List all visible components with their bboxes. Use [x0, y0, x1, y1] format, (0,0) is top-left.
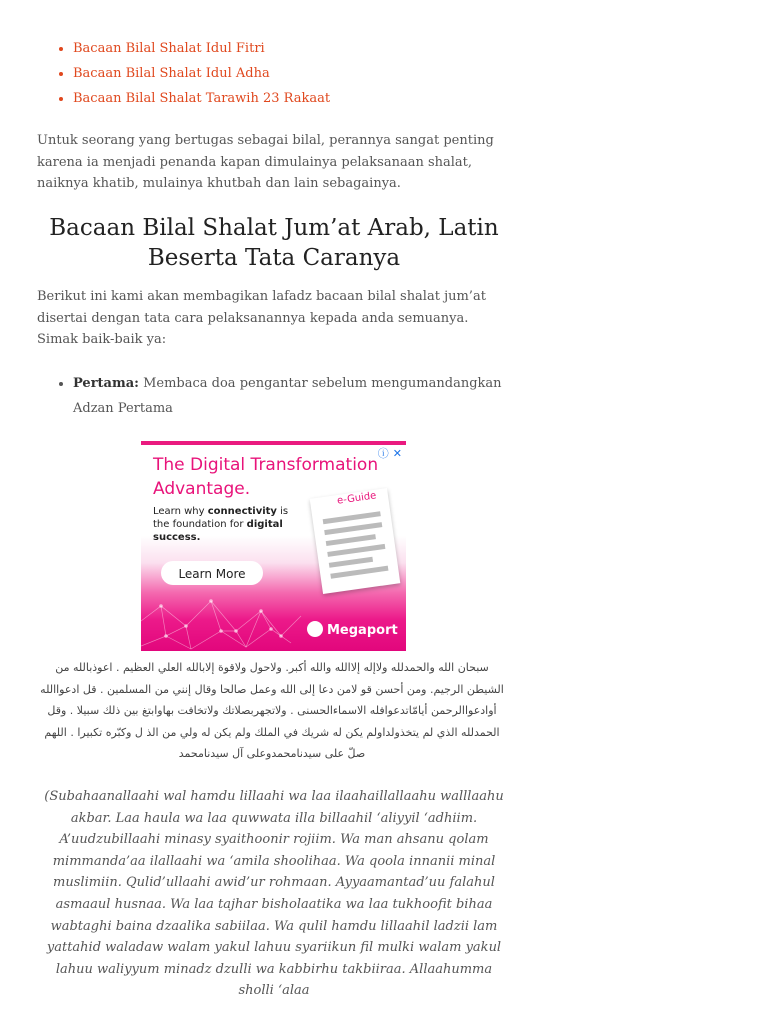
intro-paragraph: Untuk seorang yang bertugas sebagai bilal, perannya sangat penting karena ia menjadi penanda kapan dimulainya pelaksanaan shalat, naiknya khatib, mulainya khutbah dan lain sebagainya. — [37, 133, 494, 191]
advertisement-banner[interactable] — [141, 441, 406, 651]
ad-subtext: Learn why connectivity is the foundation for digital success. — [153, 506, 289, 543]
arabic-prayer-text: سبحان الله والحمدلله ولاإله إلاالله والله أكبر. ولاحول ولاقوة إلابالله العلي العظيم . اعوذبالله من الشيطن الرجيم. ومن أحسن قو لامن دعا إلى الله وعمل صالحا وقال إنني من المسلمين . قل ادعواالله أوادعواالرحمن أيامّاتدعوافله الاسماءالحسنى . ولاتجهربصلاتك ولاتخافت بهاوابتغ بين ذلك سبيلا . وقل الحمدلله الذي لم يتخذولداولم يكن له شريك في الملك ولم يكن له ولي من الذ ل وكبّره تكبيرا . اللهم صلّ على سيدنامحمدوعلى آل سيدنامحمد — [40, 661, 504, 760]
list-item — [73, 86, 533, 111]
step-item — [73, 372, 523, 421]
list-item — [73, 36, 533, 61]
list-item — [73, 61, 533, 86]
ad-top-bar — [141, 441, 406, 445]
learn-more-button[interactable]: Learn More — [161, 561, 263, 585]
latin-transliteration: (Subahaanallaahi wal hamdu lillaahi wa laa ilaahaillallaahu walllaahu akbar. Laa haula wa laa quwwata illa billaahil ‘aliyyil ‘adhiim. A’uudzubillaahi minasy syaithoonir rojiim. Wa man ahsanu qolam mimmanda’aa ilallaahi wa ‘amila shoolihaa. Wa qoola innanii minal muslimiin. Qulid’ullaahi awid’ur rohmaan. Ayyaamantad’uu falahul asmaaul husnaa. Wa laa tajhar bisholaatika wa laa tukhoofit bihaa wabtaghi baina dzaalika sabiilaa. Wa qulil hamdu lillaahil ladzii lam yattahid waladaw walam yakul lahuu syariikun fil mulki walam yakul lahuu waliyyum minadz dzulli wa kabbirhu takbiiraa. Allaahumma sholli ‘alaa — [44, 789, 504, 999]
step-label: Pertama: — [73, 376, 139, 391]
info-icon[interactable]: ⓘ — [377, 447, 389, 460]
megaport-logo-icon — [307, 621, 323, 637]
step-text: Membaca doa pengantar sebelum mengumandangkan Adzan Pertama — [73, 376, 502, 416]
section-title: Bacaan Bilal Shalat Jum’at Arab, Latin Beserta Tata Caranya — [49, 215, 499, 271]
steps-list — [37, 372, 523, 421]
ad-brand-logo: Megaport — [307, 621, 398, 638]
ad-doc-label: e-Guide — [336, 490, 378, 507]
section-intro: Berikut ini kami akan membagikan lafadz bacaan bilal shalat jum’at disertai dengan tata cara pelaksanannya kepada anda semuanya. Simak baik-baik ya: — [37, 289, 486, 347]
related-link-idul-adha[interactable]: Bacaan Bilal Shalat Idul Adha — [73, 66, 270, 81]
network-pattern-illustration — [141, 581, 406, 651]
related-link-tarawih[interactable]: Bacaan Bilal Shalat Tarawih 23 Rakaat — [73, 91, 331, 106]
ad-headline: The Digital Transformation Advantage. — [153, 455, 379, 499]
close-icon[interactable]: ✕ — [392, 447, 402, 460]
related-links-list — [37, 36, 533, 111]
related-link-idul-fitri[interactable]: Bacaan Bilal Shalat Idul Fitri — [73, 41, 265, 56]
